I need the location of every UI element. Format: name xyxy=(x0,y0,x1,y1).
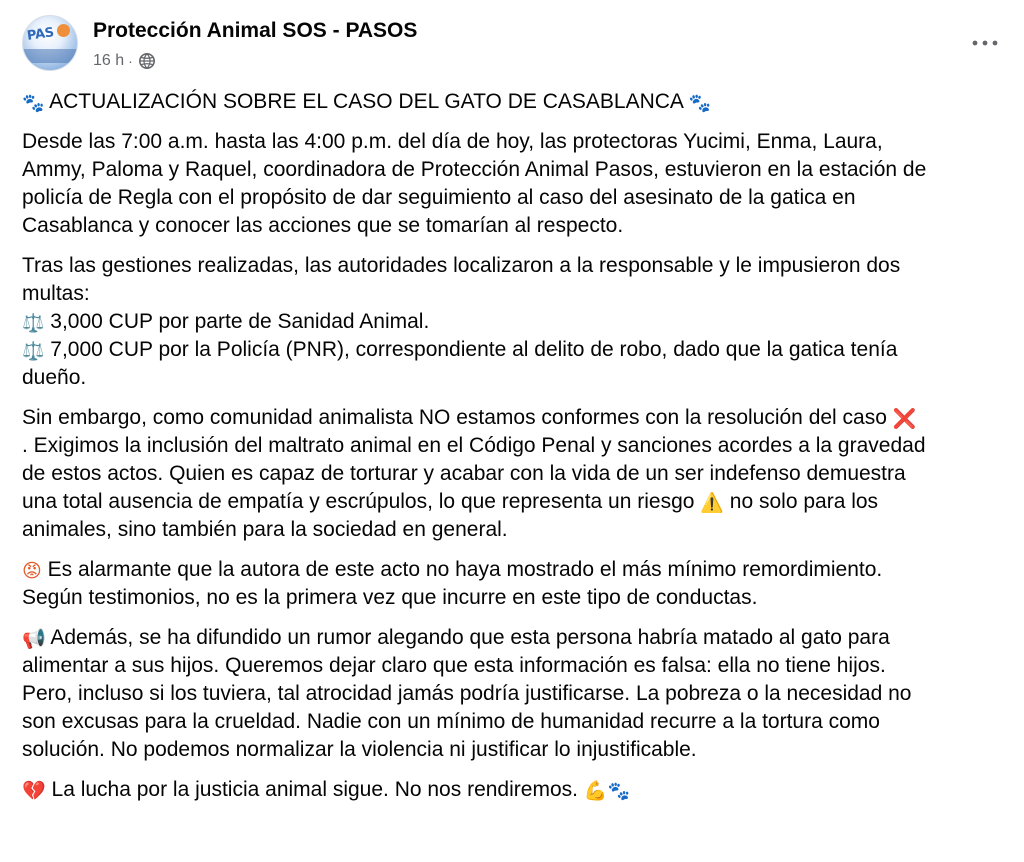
avatar-logo-text: PAS xyxy=(26,25,55,44)
paragraph-line xyxy=(22,404,1012,432)
paragraph-line xyxy=(22,624,1012,652)
page-avatar[interactable] xyxy=(22,15,78,71)
post-header xyxy=(0,0,1024,88)
paragraph-line: Casablanca y conocer las acciones que se tomarían al respecto. xyxy=(22,214,624,237)
post-body xyxy=(22,88,1012,816)
meta-separator: · xyxy=(128,53,133,69)
page-name-link[interactable]: Protección Animal SOS - PASOS xyxy=(93,19,418,42)
paragraph-line: Tras las gestiones realizadas, las autoridades localizaron a la responsable y le impusieron dos xyxy=(22,254,901,277)
paragraph-line: Desde las 7:00 a.m. hasta las 4:00 p.m. del día de hoy, las protectoras Yucimi, Enma, Laura, xyxy=(22,130,883,153)
title-line xyxy=(22,88,1012,116)
paragraph-line xyxy=(22,488,1012,516)
paragraph-line: . Exigimos la inclusión del maltrato animal en el Código Penal y sanciones acordes a la gravedad xyxy=(22,434,926,457)
broken-heart-icon: 💔 xyxy=(22,780,46,802)
paragraph-disagreement xyxy=(22,404,1012,544)
paragraph-line: animales, sino también para la sociedad en general. xyxy=(22,518,508,541)
more-options-icon xyxy=(970,38,1000,48)
paw-icon: 🐾 xyxy=(688,93,712,114)
post-time-link[interactable]: 16 h xyxy=(93,52,125,69)
flexed-biceps-icon: 💪 xyxy=(583,780,608,802)
paragraph-text: Además, se ha difundido un rumor alegando que esta persona habría matado al gato para xyxy=(50,626,890,649)
paragraph-line: son excusas para la crueldad. Nadie con un mínimo de humanidad recurre a la tortura como xyxy=(22,710,880,733)
balance-scale-icon: ⚖️ xyxy=(22,341,45,362)
paragraph-line: de estos actos. Quien es capaz de torturar y acabar con la vida de un ser indefenso demuestra xyxy=(22,462,906,485)
globe-icon[interactable] xyxy=(138,52,156,70)
warning-icon: ⚠️ xyxy=(700,492,724,514)
title-text: ACTUALIZACIÓN SOBRE EL CASO DEL GATO DE CASABLANCA xyxy=(49,90,683,113)
paragraph-visit xyxy=(22,128,1012,240)
paragraph-line: Según testimonios, no es la primera vez que incurre en este tipo de conductas. xyxy=(22,586,758,609)
avatar-band xyxy=(23,49,78,63)
paragraph-fines xyxy=(22,252,1012,392)
paragraph-rumor xyxy=(22,624,1012,764)
paragraph-line: multas: xyxy=(22,282,90,305)
paragraph-line: Pero, incluso si los tuviera, tal atrocidad jamás podría justificarse. La pobreza o la necesidad no xyxy=(22,682,912,705)
paragraph-line xyxy=(22,556,1012,584)
paragraph-line: dueño. xyxy=(22,366,87,389)
paragraph-text: una total ausencia de empatía y escrúpulos, lo que representa un riesgo xyxy=(22,490,695,513)
paragraph-text: Sin embargo, como comunidad animalista NO estamos conformes con la resolución del caso xyxy=(22,406,887,429)
paragraph-line: alimentar a sus hijos. Queremos dejar claro que esta información es falsa: ella no tiene hijos. xyxy=(22,654,886,677)
fine-text: 3,000 CUP por parte de Sanidad Animal. xyxy=(50,310,430,333)
avatar-spot xyxy=(57,24,70,37)
paragraph-closing xyxy=(22,776,1012,804)
fine-item xyxy=(22,336,1012,364)
paragraph-line: solución. No podemos normalizar la violencia ni justificar lo injustificable. xyxy=(22,738,697,761)
paragraph-line xyxy=(22,776,1012,804)
title-paragraph xyxy=(22,88,1012,116)
cross-mark-icon: ❌ xyxy=(892,408,917,430)
fine-text: 7,000 CUP por la Policía (PNR), correspondiente al delito de robo, dado que la gatica tenía xyxy=(50,338,898,361)
paw-icon: 🐾 xyxy=(607,781,630,802)
paragraph-line: policía de Regla con el propósito de dar seguimiento al caso del asesinato de la gatica en xyxy=(22,186,856,209)
paragraph-text: Es alarmante que la autora de este acto no haya mostrado el más mínimo remordimiento. xyxy=(47,558,883,581)
balance-scale-icon: ⚖️ xyxy=(22,313,45,334)
more-options-button[interactable] xyxy=(967,29,1003,57)
paragraph-text: La lucha por la justicia animal sigue. No nos rendiremos. xyxy=(51,778,578,801)
paw-icon: 🐾 xyxy=(22,93,45,114)
paragraph-alarm xyxy=(22,556,1012,612)
post-meta xyxy=(93,51,156,71)
paragraph-line: Ammy, Paloma y Raquel, coordinadora de Protección Animal Pasos, estuvieron en la estación de xyxy=(22,158,927,181)
angry-face-icon: 😡 xyxy=(22,560,42,582)
fine-item xyxy=(22,308,1012,336)
megaphone-icon: 📢 xyxy=(22,628,46,650)
paragraph-text: no solo para los xyxy=(729,490,879,513)
